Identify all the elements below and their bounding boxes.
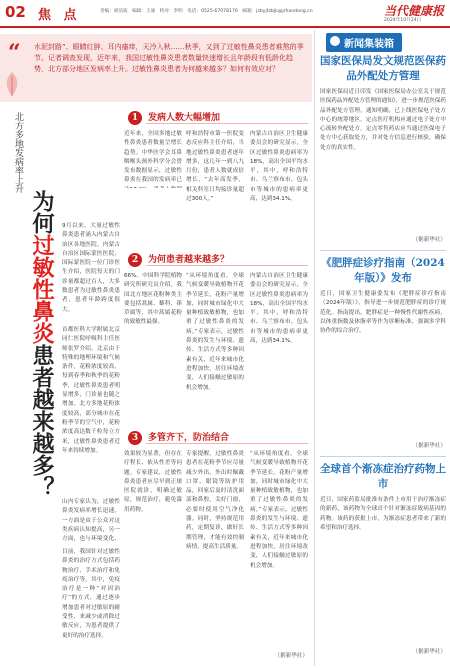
news-source-3: （据新华社） — [412, 649, 446, 655]
body-col3-p1: 内蒙古自治区卫生健康委员会的研究显示，全区过敏性鼻炎患病率为18%，高出全国平均水平，其中，呼和浩特市、乌兰察布市、包头市等城市的患病率更高，达到34.1%。 — [250, 131, 308, 203]
paper-logo: 当代健康报 — [384, 4, 445, 18]
headline-keyword: 过敏性鼻炎 — [29, 234, 55, 344]
page-header — [0, 0, 450, 28]
subheading-1-title: 发病人数大幅增加 — [148, 113, 221, 123]
subheading-3-title: 多管齐下，防治结合 — [148, 433, 230, 443]
body-col1-p1: 9月以来，大量过敏性鼻炎患者涌入内蒙古自治区各地医院。内蒙古自治区国际蒙医医院、国际蒙医院一位门诊医生介绍，医院每天的门诊量都超过百人，大多数患者为过敏性鼻炎患者，患者年龄跨度很大。 — [62, 223, 120, 313]
news-title-3: 全球首个渐冻症治疗药物上市 — [320, 463, 446, 490]
issue-date: 2024年10月24日 — [384, 18, 422, 23]
body-col2-p3: 66%。中国科学院植物研究所研究员介绍，我国北方地区花粉种类主要包括蒿属、藜科、葎草属等，其中蒿属花粉的致敏性最强。 — [124, 273, 182, 326]
body-col3-p3: 专家提醒，过敏性鼻炎患者在花粉季节应尽量减少外出，外出时佩戴口罩、眼镜等防护用品，回家后及时清洗面部和鼻腔，关好门窗，必要时使用空气净化器。同时，坚持规范用药，定期复诊，做好长期管理，才能有效控制病情，提高生活质量。 — [186, 451, 244, 550]
body-col1-p2: 首都医科大学附属北京同仁医院呼吸科主任医师张罗介绍，北京由于特殊的地理环境和气候条件，花粉浓度较高，每到春季和秋季的花粉季，过敏性鼻炎患者明显增多，门诊量也随之增加。北方多地花粉浓度较高，部分城市在花粉季节的空气中，花粉浓度高达数千粒每立方米，过敏性鼻炎患者近年来持续增加。 — [62, 327, 120, 454]
subheading-1 — [128, 110, 308, 124]
news-title-1: 国家医保局发文规范医保药品外配处方管理 — [320, 55, 446, 82]
page-number: 02 — [5, 3, 26, 21]
news-source-2: （据新华社） — [412, 443, 446, 449]
quote-icon: “ — [8, 40, 21, 66]
source-credit-1: （据新华社） — [274, 653, 308, 659]
column-divider — [314, 30, 315, 666]
section-name: 焦 点 — [38, 8, 81, 23]
editor-info: 责编：胡洁波 编辑：王诚 校对：李明 电话：0525-67078176 邮箱：jzbyjtzbjk@jrhandong.cn — [100, 9, 313, 14]
body-col3-p2b: 内蒙古自治区卫生健康委员会的研究显示，全区过敏性鼻炎患病率为18%，高出全国平均水平，其中，呼和浩特市、乌兰察布市、包头市等城市的患病率更高，达到34.1%。 — [250, 273, 308, 345]
body-col4-p3: “从环境角度看，全球气候变暖导致植物开花季节延长，花粉产量增加，同时城市绿化中大量种植致敏植物，也加重了过敏性鼻炎的发病。”专家表示，过敏性鼻炎的发生与环境、遗传、生活方式等多种因素有关，近年来城市化进程加快，居住环境改变，人们接触过敏原的机会增加。 — [250, 451, 308, 569]
body-col1-p3: 山内专家认为，过敏性鼻炎发病率增长迅速，一方面是由于公众对这类疾病认知提高，另一方面，也与环境变化、 — [62, 499, 120, 543]
news-icon — [330, 36, 340, 46]
banner-label: 新闻集装箱 — [344, 39, 394, 50]
body-col2-p2: 呼和浩特市第一医院变态反应科主任介绍，当地过敏性鼻炎患者逐年增多，这几年一到八九月份，患者人数就成倍增长，“去年高发季，相关科室日均接诊量超过300人。” — [186, 131, 244, 203]
subheading-3 — [128, 430, 308, 444]
subheading-2 — [128, 252, 308, 266]
lead-text: 水泥封路”、眼睛红肿、耳内瘙痒，天冷入秋……秋季，又到了过敏性鼻炎患者难熬的季节。记者调查发现，近年来，我国过敏性鼻炎患者数量快速增长且年龄段有低龄化趋势，北方部分地区发病率上升。过敏性鼻炎患者为何越来越多？如何有效应对？ — [34, 43, 304, 73]
news-body-3: 近日，国家药监局批准有条件上市用于治疗渐冻症的新药，该药物为全球首个针对渐冻症致病基因的药物。该药的获批上市，为渐冻症患者带来了新的希望和治疗选择。 — [320, 497, 446, 531]
headline-kicker: 北方多地发病率上升 — [13, 112, 23, 193]
news-body-1: 国家医保局近日印发《国家医保局办公室关于规范医保药品外配处方管理的通知》，进一步规范医保药品外配处方管理。通知明确，已上线医保电子处方中心的统筹地区，定点医疗机构应通过电子处方中心流转外配处方。定点零售药店应当通过医保电子处方中心获取处方，并对处方信息进行核验，确保处方的真实性。 — [320, 89, 446, 151]
body-col2-p4: 效果较为显著，但存在疗程长、依从性差等问题。专家建议，过敏性鼻炎患者应尽早到正规医院就诊，明确过敏原，规范治疗，避免滥用药物。 — [124, 451, 182, 513]
news-divider-1 — [320, 250, 446, 251]
headline-part-1: 为何 — [29, 190, 55, 234]
news-source-1: （据新华社） — [412, 237, 446, 243]
leaf-decoration-icon — [2, 70, 22, 96]
news-body-2: 近日，国家卫生健康委发布《肥胖症诊疗指南（2024年版）》，指导进一步规范肥胖症的诊疗规范化。指南提出，肥胖症是一种慢性代谢性疾病，以体重指数及体脂率等作为诊断标准，强调多学科协作的综合治疗。 — [320, 291, 446, 335]
subheading-2-title: 为何患者越来越多？ — [148, 255, 230, 265]
body-col2-p1: 近年来，全国多地过敏性鼻炎患者数量呈增长趋势。中华医学会耳鼻咽喉头颈外科学分会曾发布数据显示，过敏性鼻炎在我国的发病率已 — [124, 131, 182, 184]
headline-part-2: 患者越来越多？ — [29, 344, 55, 498]
body-col3-p2: “从环境角度看，全球气候变暖导致植物开花季节延长，花粉产量增加，同时城市绿化中大量种植致敏植物，也加重了过敏性鼻炎的发病。”专家表示，过敏性鼻炎的发生与环境、遗传、生活方式等多种因素有关，近年来城市化进程加快，居住环境改变，人们接触过敏原的机会增加。 — [186, 273, 244, 391]
body-col1-p4: 目前，我国针对过敏性鼻炎的治疗方式包括药物治疗、手术治疗和免疫治疗等。其中，免疫治疗是一种“对因治疗”的方式，通过逐步增加患者对过敏原的耐受性，来减少或消除过敏反应，为患者提供了更好的治疗选择。 — [62, 549, 120, 639]
news-divider-2 — [320, 456, 446, 457]
subheading-2-number: 2 — [128, 253, 142, 267]
headline — [30, 190, 54, 498]
subheading-1-number: 1 — [128, 111, 142, 125]
news-title-2: 《肥胖症诊疗指南（2024年版）》发布 — [321, 257, 445, 284]
subheading-3-number: 3 — [128, 431, 142, 445]
news-container-banner — [326, 32, 444, 50]
